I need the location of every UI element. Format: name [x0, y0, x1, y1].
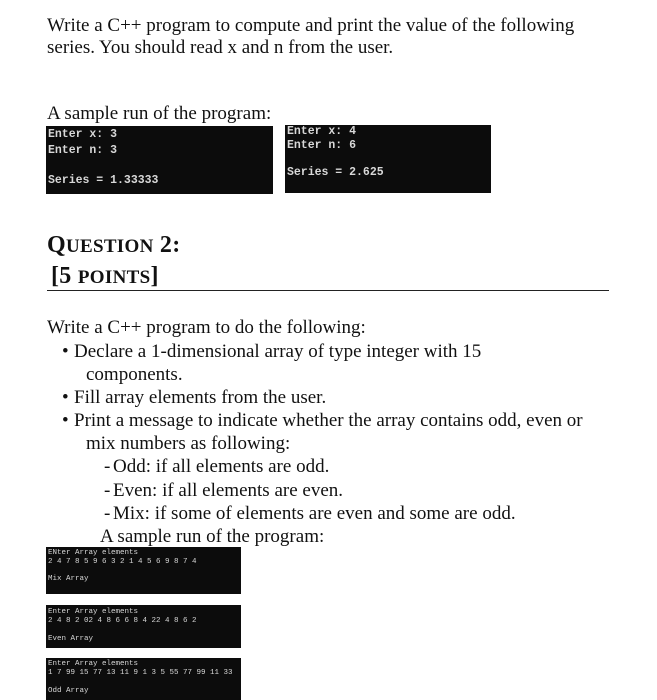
q2-sample-label: A sample run of the program:: [100, 526, 325, 547]
q2-points-open: [5: [51, 263, 78, 289]
q2-bullet-3-line2: mix numbers as following:: [86, 433, 291, 454]
q2-points: [51, 263, 159, 290]
q2-points-close: ]: [150, 263, 159, 289]
q2-sub-item-odd: Odd: if all elements are odd.: [113, 456, 330, 477]
heading-divider: [47, 290, 609, 291]
q2-title-num: 2:: [153, 232, 181, 258]
console-line: Enter n: 6: [287, 139, 357, 152]
q1-console-run-1: [46, 126, 273, 194]
dash-icon: -: [104, 456, 111, 477]
q2-points-word: POINTS: [77, 267, 151, 288]
console-line: Even Array: [48, 635, 94, 643]
console-line: Series = 2.625: [287, 166, 384, 179]
q2-console-run-mix: [46, 547, 241, 594]
console-line: 1 7 99 15 77 13 11 9 1 3 5 55 77 99 11 33: [48, 669, 233, 677]
q2-bullet-2-line1: Fill array elements from the user.: [74, 387, 327, 408]
q2-title-rest: UESTION: [65, 236, 154, 257]
bullet-icon: •: [62, 341, 69, 362]
q2-sub-item-mix: Mix: if some of elements are even and some are odd.: [113, 503, 516, 524]
q2-bullet-3-line1: Print a message to indicate whether the array contains odd, even or: [74, 410, 583, 431]
console-line: Mix Array: [48, 575, 89, 583]
console-line: Series = 1.33333: [48, 174, 159, 187]
q1-console-run-2: [285, 125, 491, 193]
q2-bullet-1-line2: components.: [86, 364, 183, 385]
q1-intro-line1: Write a C++ program to compute and print the value of the following: [47, 15, 575, 36]
q2-title: [47, 232, 181, 259]
console-line: Enter x: 3: [48, 128, 118, 141]
console-line: Enter Array elements: [48, 608, 139, 616]
console-line: 2 4 8 2 02 4 8 6 6 8 4 22 4 8 6 2: [48, 617, 197, 625]
q2-console-run-odd: [46, 658, 241, 700]
q2-title-first: Q: [47, 232, 66, 258]
q1-intro-line2: series. You should read x and n from the user.: [47, 37, 394, 58]
q2-sub-item-even: Even: if all elements are even.: [113, 480, 344, 501]
q2-console-run-even: [46, 605, 241, 648]
q2-intro: Write a C++ program to do the following:: [47, 317, 366, 338]
dash-icon: -: [104, 480, 111, 501]
q1-sample-label: A sample run of the program:: [47, 103, 272, 124]
console-line: 2 4 7 8 5 9 6 3 2 1 4 5 6 9 8 7 4: [48, 558, 197, 566]
console-line: Enter Array elements: [48, 660, 139, 668]
q2-bullet-1-line1: Declare a 1-dimensional array of type integer with 15: [74, 341, 482, 362]
console-line: Odd Array: [48, 687, 89, 695]
bullet-icon: •: [62, 410, 69, 431]
console-line: ENter Array elements: [48, 549, 139, 557]
bullet-icon: •: [62, 387, 69, 408]
console-line: Enter x: 4: [287, 125, 357, 138]
dash-icon: -: [104, 503, 111, 524]
console-line: Enter n: 3: [48, 144, 118, 157]
